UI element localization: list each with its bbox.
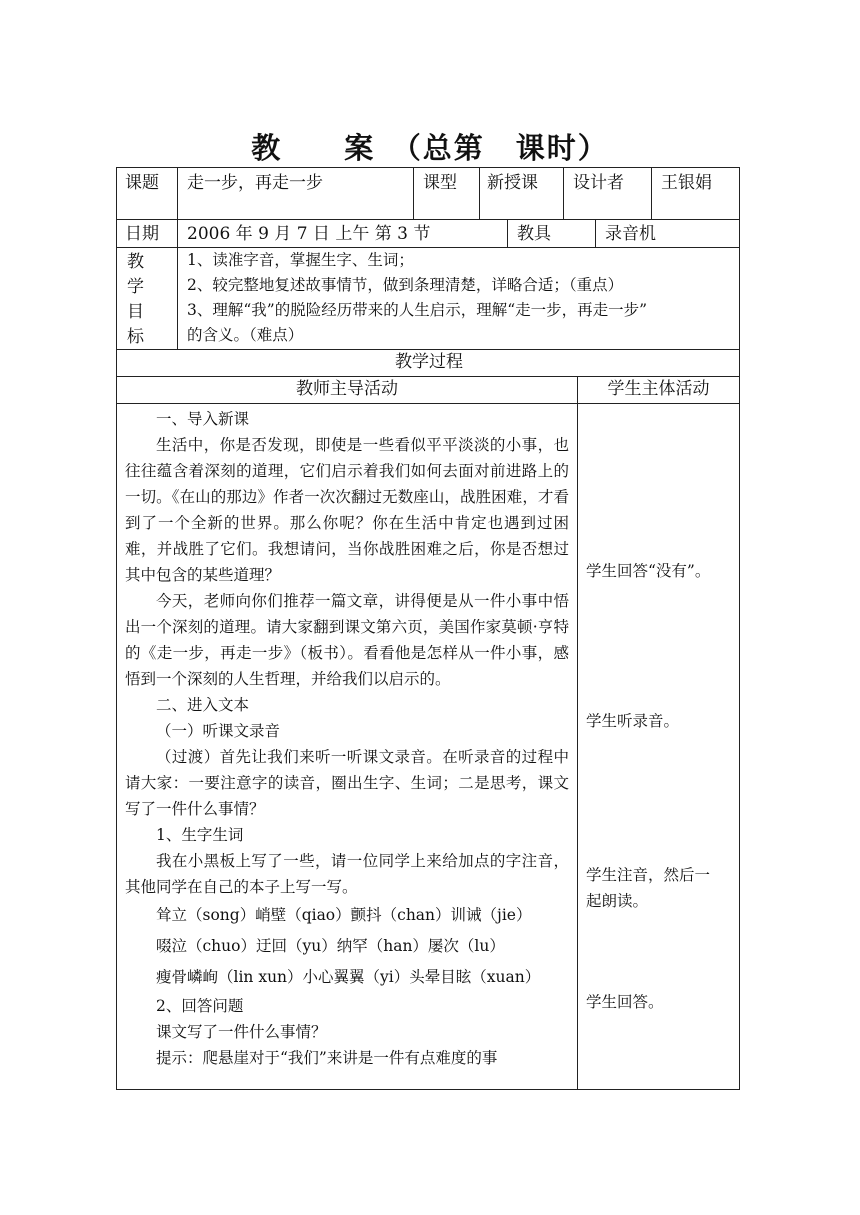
teacher-activity — [125, 406, 569, 1071]
student-column-header: 学生主体活动 — [607, 379, 710, 399]
goals-list — [187, 248, 647, 348]
process-title: 教学过程 — [395, 352, 463, 372]
vocab-line: 啜泣（chuo）迂回（yu）纳罕（han）屡次（lu） — [156, 937, 505, 955]
designer-label: 设计者 — [573, 173, 624, 193]
date-value: 2006 年 9 月 7 日 上午 第 3 节 — [187, 224, 431, 244]
row-divider — [117, 219, 739, 220]
col-divider — [177, 168, 178, 349]
col-divider — [563, 168, 564, 219]
goals-label-char: 教 — [127, 252, 144, 272]
row-divider — [117, 403, 739, 404]
type-label: 课型 — [423, 173, 457, 193]
teacher-column-header: 教师主导活动 — [296, 379, 398, 399]
goal-item: 3、理解“我”的脱险经历带来的人生启示，理解“走一步，再走一步” — [187, 301, 648, 319]
aids-value: 录音机 — [605, 224, 656, 244]
col-divider — [595, 219, 596, 247]
student-response: 学生回答。 — [586, 993, 664, 1011]
goals-label-char: 目 — [127, 302, 144, 322]
paragraph: （过渡）首先让我们来听一听课文录音。在听录音的过程中请大家：一要注意字的读音，圈出生字、生词；二是思考，课文写了一件什么事情？ — [125, 748, 569, 818]
designer-value: 王银娟 — [661, 173, 712, 193]
paragraph: 我在小黑板上写了一些，请一位同学上来给加点的字注音，其他同学在自己的本子上写一写。 — [125, 852, 569, 896]
student-response: 学生听录音。 — [586, 712, 680, 730]
page-title: 教 案 （总第 课时） — [251, 131, 609, 165]
goal-item: 2、较完整地复述故事情节，做到条理清楚，详略合适；（重点） — [187, 276, 624, 294]
student-response-line: 学生注音，然后一 — [586, 866, 711, 884]
paragraph: 今天，老师向你们推荐一篇文章，讲得便是从一件小事中悟出一个深刻的道理。请大家翻到课文第六页，美国作家莫顿·亨特的《走一步，再走一步》（板书）。看看他是怎样从一件小事，感悟到一个深刻的人生哲理，并给我们以启示的。 — [125, 592, 569, 688]
col-divider — [507, 219, 508, 247]
topic-value: 走一步，再走一步 — [187, 173, 323, 193]
date-label: 日期 — [125, 224, 159, 244]
col-divider — [651, 168, 652, 219]
vocab-line: 瘦骨嶙峋（lin xun）小心翼翼（yi）头晕目眩（xuan） — [156, 968, 541, 986]
goals-label-char: 学 — [127, 277, 144, 297]
subsection-heading: 1、生字生词 — [156, 826, 244, 844]
subsection-heading: 2、回答问题 — [156, 997, 244, 1015]
goal-item: 1、读准字音，掌握生字、生词； — [187, 251, 414, 269]
vocab-line: 耸立（song）峭壁（qiao）颤抖（chan）训诫（jie） — [156, 906, 532, 924]
type-value: 新授课 — [487, 173, 538, 193]
paragraph: 生活中，你是否发现，即使是一些看似平平淡淡的小事，也往往蕴含着深刻的道理，它们启示着我们如何去面对前进路上的一切。《在山的那边》作者一次次翻过无数座山，战胜困难，才看到了一个全新的世界。那么你呢？你在生活中肯定也遇到过困难，并战胜了它们。我想请问，当你战胜困难之后，你是否想过其中包含的某些道理？ — [125, 436, 569, 584]
section-heading: 一、导入新课 — [156, 410, 250, 428]
section-heading: 二、进入文本 — [156, 696, 250, 714]
row-divider — [117, 376, 739, 377]
topic-label: 课题 — [125, 173, 159, 193]
question: 课文写了一件什么事情？ — [156, 1023, 327, 1041]
col-divider — [413, 168, 414, 219]
row-divider — [117, 349, 739, 350]
student-response — [586, 862, 710, 914]
lesson-plan-table — [116, 167, 740, 1090]
aids-label: 教具 — [517, 224, 551, 244]
goals-label — [127, 250, 144, 350]
col-divider — [479, 168, 480, 219]
goal-item: 的含义。（难点） — [187, 326, 304, 344]
subsection-heading: （一）听课文录音 — [156, 722, 281, 740]
hint: 提示：爬悬崖对于“我们”来讲是一件有点难度的事 — [156, 1049, 498, 1067]
student-response: 学生回答“没有”。 — [586, 562, 711, 580]
student-response-line: 起朗读。 — [586, 892, 649, 910]
goals-label-char: 标 — [127, 327, 144, 347]
col-divider — [577, 376, 578, 1090]
